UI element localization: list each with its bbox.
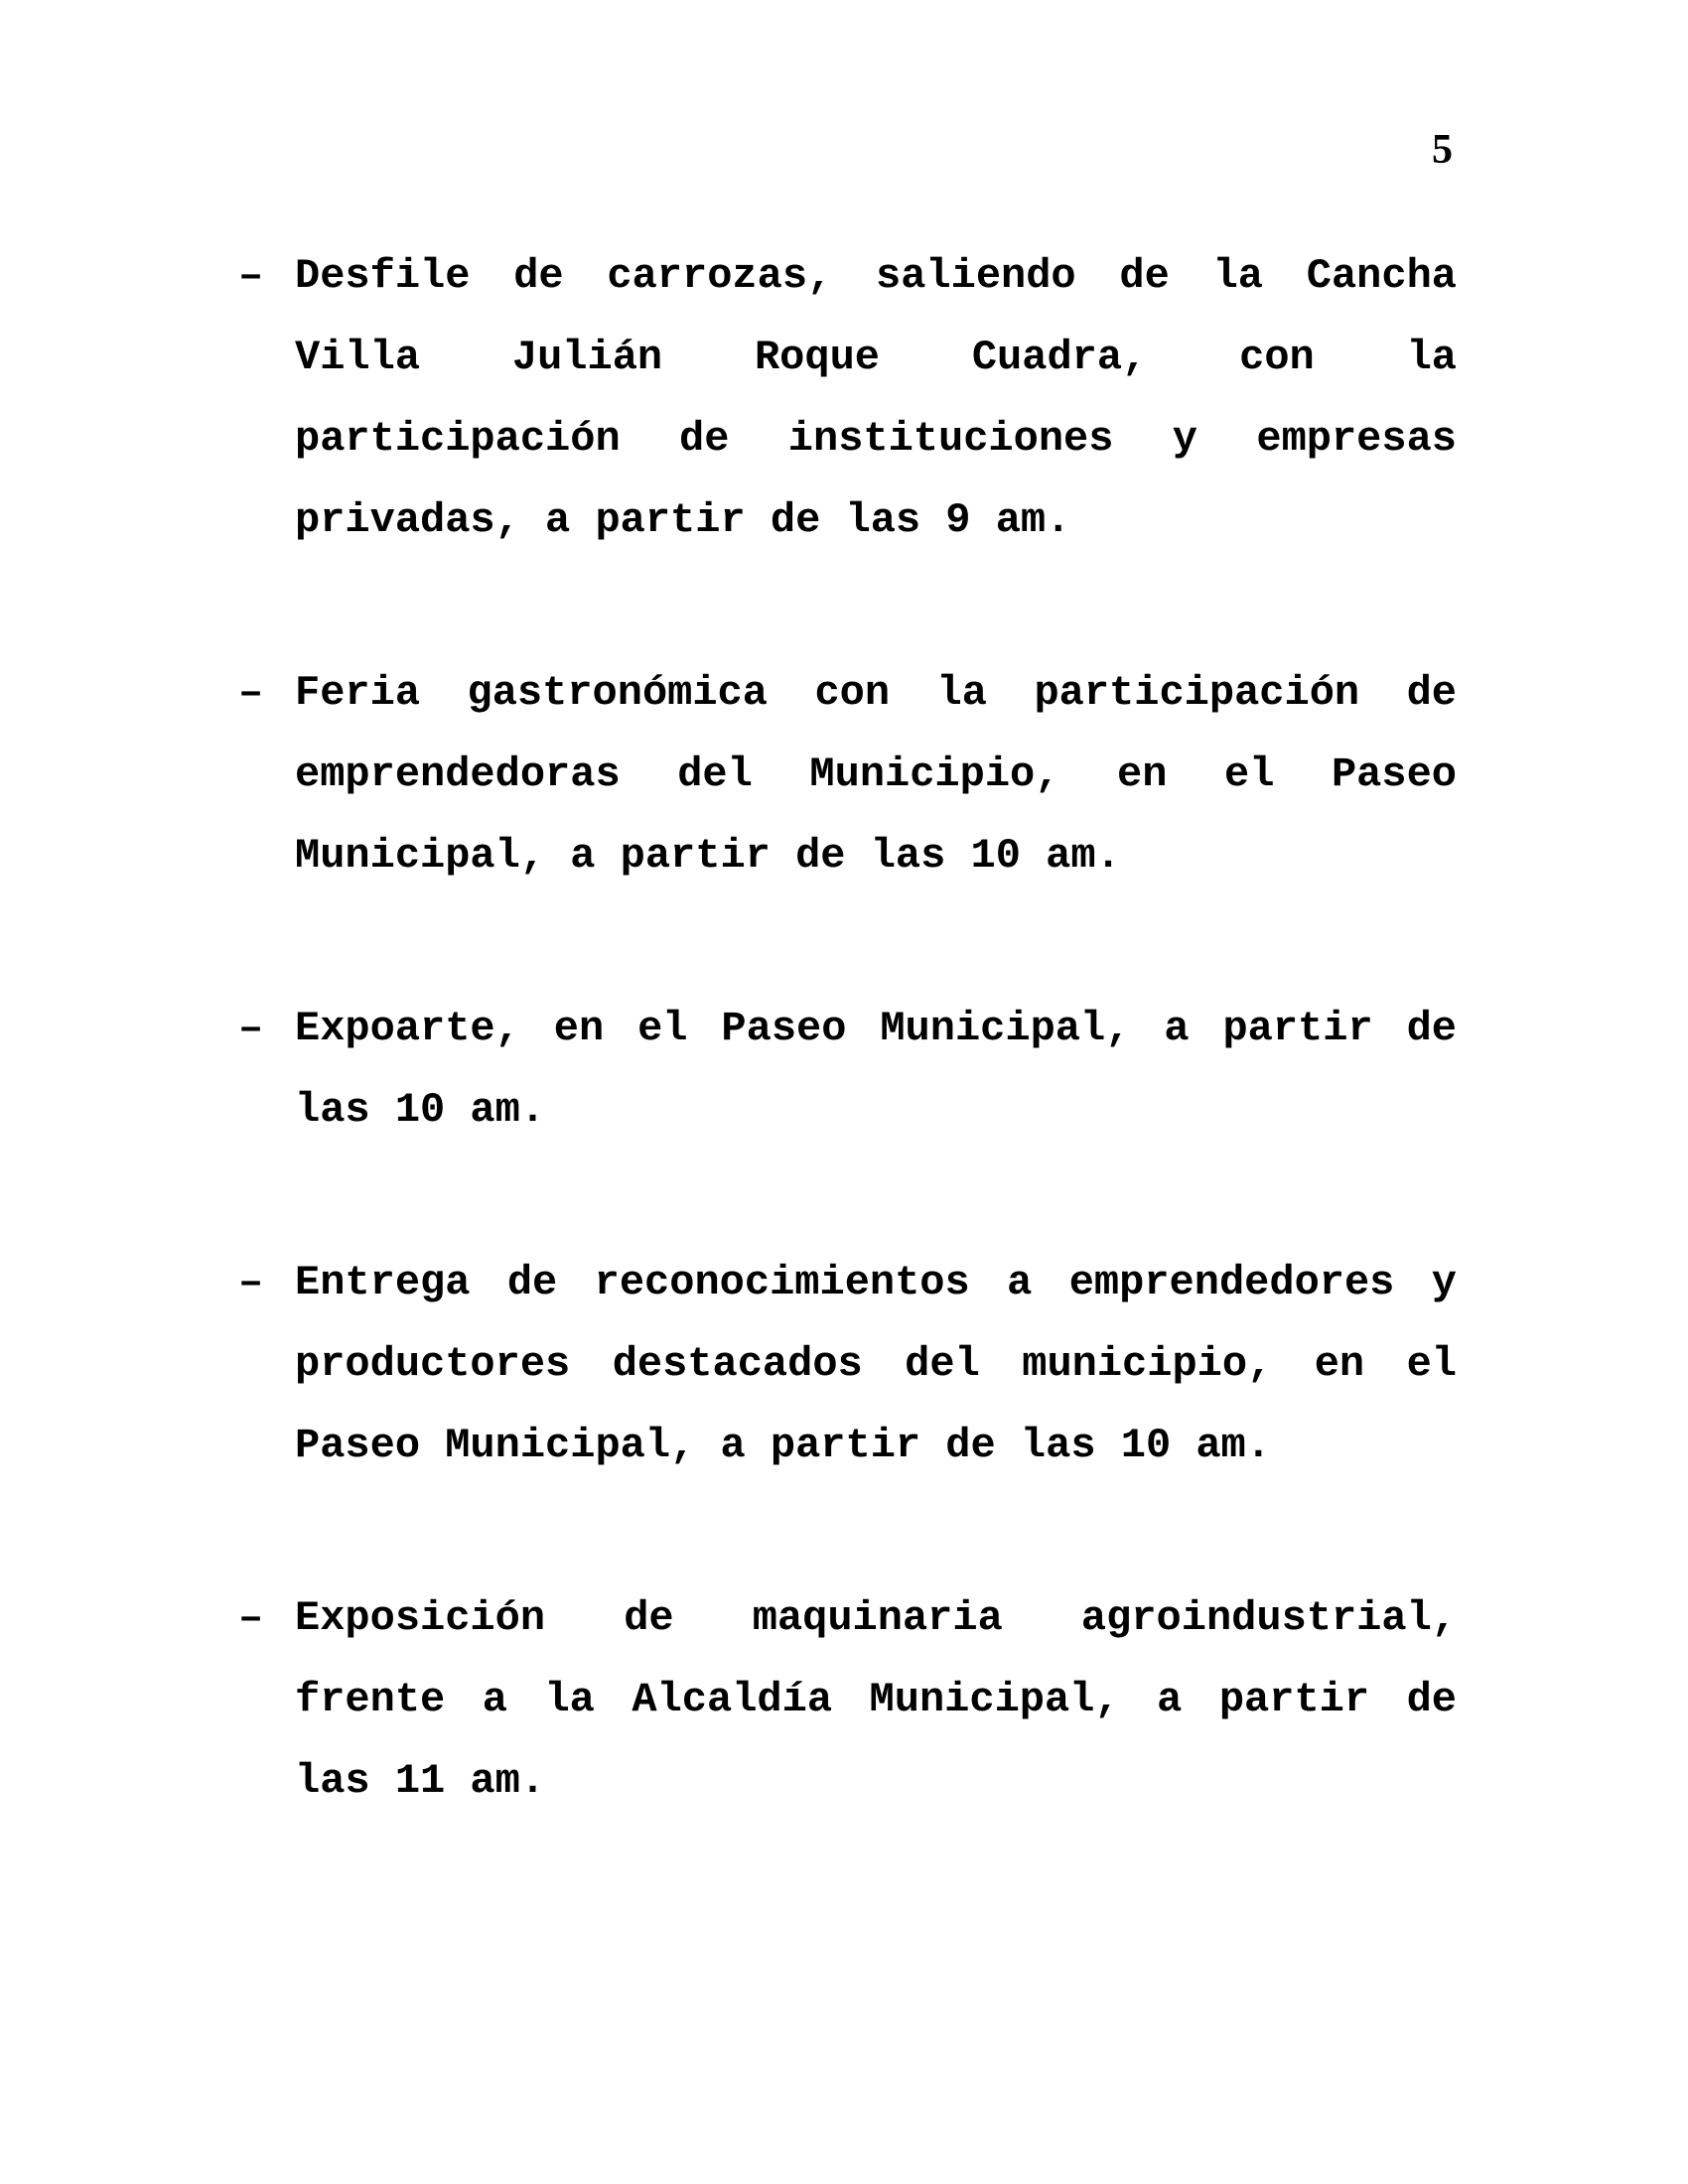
event-list: [238, 235, 1457, 1822]
dash-bullet: –: [238, 669, 264, 717]
list-item: [238, 988, 1457, 1151]
list-item: [238, 1577, 1457, 1822]
dash-bullet: –: [238, 1005, 264, 1052]
dash-bullet: –: [238, 1594, 264, 1642]
list-item: [238, 235, 1457, 561]
dash-bullet: –: [238, 1259, 264, 1306]
list-item-text: Entrega de reconocimientos a emprendedores y productores destacados del municipio, en el Paseo Municipal, a partir de las 10 am.: [295, 1259, 1457, 1469]
list-item-text: Feria gastronómica con la participación de emprendedoras del Municipio, en el Paseo Municipal, a partir de las 10 am.: [295, 669, 1457, 880]
list-item-text: Exposición de maquinaria agroindustrial, frente a la Alcaldía Municipal, a partir de las 11 am.: [295, 1594, 1457, 1805]
list-item: [238, 1242, 1457, 1486]
page-number: 5: [1432, 127, 1453, 173]
list-item-text: Desfile de carrozas, saliendo de la Cancha Villa Julián Roque Cuadra, con la participación de instituciones y empresas privadas, a partir de las 9 am.: [295, 252, 1457, 544]
dash-bullet: –: [238, 252, 264, 300]
list-item-text: Expoarte, en el Paseo Municipal, a partir de las 10 am.: [295, 1005, 1457, 1134]
list-item: [238, 652, 1457, 896]
